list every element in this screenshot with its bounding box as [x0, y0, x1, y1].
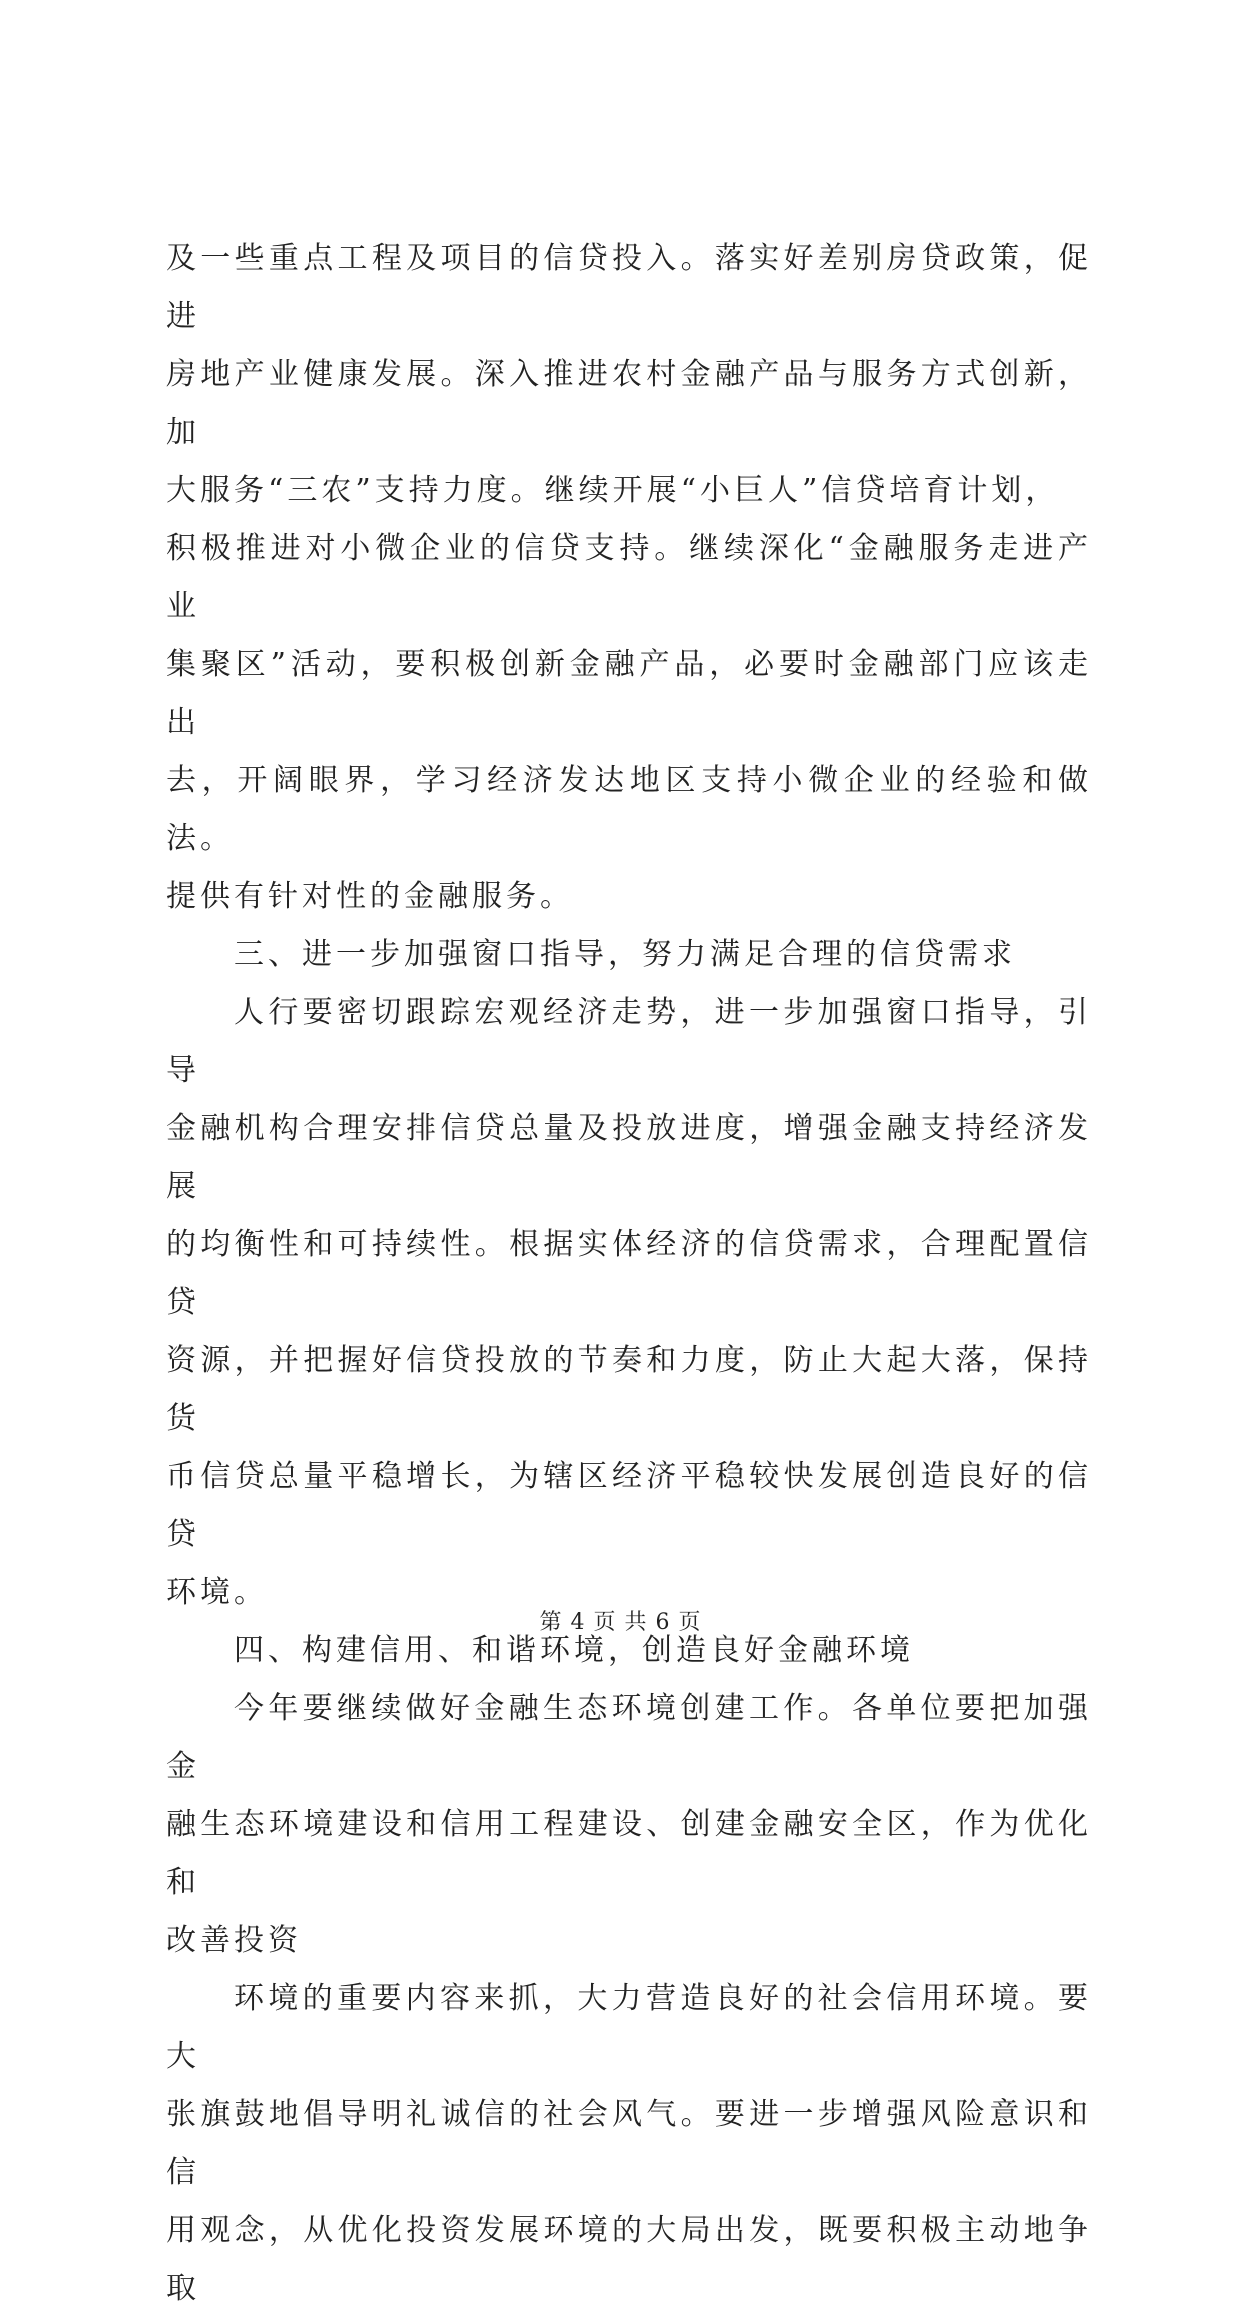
- section-heading: [166, 926, 1092, 984]
- body-paragraph: [166, 1970, 1092, 2318]
- text-line: 去，开阔眼界，学习经济发达地区支持小微企业的经验和做法。: [166, 763, 1092, 856]
- text-line: 币信贷总量平稳增长，为辖区经济平稳较快发展创造良好的信贷: [166, 1459, 1092, 1552]
- text-line: 人行要密切跟踪宏观经济走势，进一步加强窗口指导，引导: [166, 995, 1092, 1088]
- text-line: 的均衡性和可持续性。根据实体经济的信贷需求，合理配置信贷: [166, 1227, 1092, 1320]
- body-paragraph: [166, 1680, 1092, 1970]
- page-footer: 第 4 页 共 6 页: [539, 1610, 702, 1635]
- text-line: 金融机构合理安排信贷总量及投放进度，增强金融支持经济发展: [166, 1111, 1092, 1204]
- text-line: 积极推进对小微企业的信贷支持。继续深化“金融服务走进产业: [166, 531, 1092, 624]
- text-line: 环境。: [166, 1575, 268, 1610]
- document-body: [166, 230, 1092, 2318]
- text-line: 提供有针对性的金融服务。: [166, 879, 574, 914]
- text-line: 今年要继续做好金融生态环境创建工作。各单位要把加强金: [166, 1691, 1092, 1784]
- body-paragraph: [166, 230, 1092, 926]
- text-line: 改善投资: [166, 1923, 302, 1958]
- text-line: 及一些重点工程及项目的信贷投入。落实好差别房贷政策，促进: [166, 241, 1092, 334]
- body-paragraph: [166, 984, 1092, 1622]
- text-line: 张旗鼓地倡导明礼诚信的社会风气。要进一步增强风险意识和信: [166, 2097, 1092, 2190]
- text-line: 大服务“三农”支持力度。继续开展“小巨人”信贷培育计划，: [166, 473, 1060, 508]
- text-line: 用观念，从优化投资发展环境的大局出发，既要积极主动地争取: [166, 2213, 1092, 2306]
- text-line: 环境的重要内容来抓，大力营造良好的社会信用环境。要大: [166, 1981, 1092, 2074]
- text-line: 集聚区”活动，要积极创新金融产品，必要时金融部门应该走出: [166, 647, 1092, 740]
- text-line: 四、构建信用、和谐环境，创造良好金融环境: [234, 1633, 914, 1668]
- text-line: 房地产业健康发展。深入推进农村金融产品与服务方式创新，加: [166, 357, 1092, 450]
- text-line: 融生态环境建设和信用工程建设、创建金融安全区，作为优化和: [166, 1807, 1092, 1900]
- text-line: 三、进一步加强窗口指导，努力满足合理的信贷需求: [234, 937, 1016, 972]
- text-line: 资源，并把握好信贷投放的节奏和力度，防止大起大落，保持货: [166, 1343, 1092, 1436]
